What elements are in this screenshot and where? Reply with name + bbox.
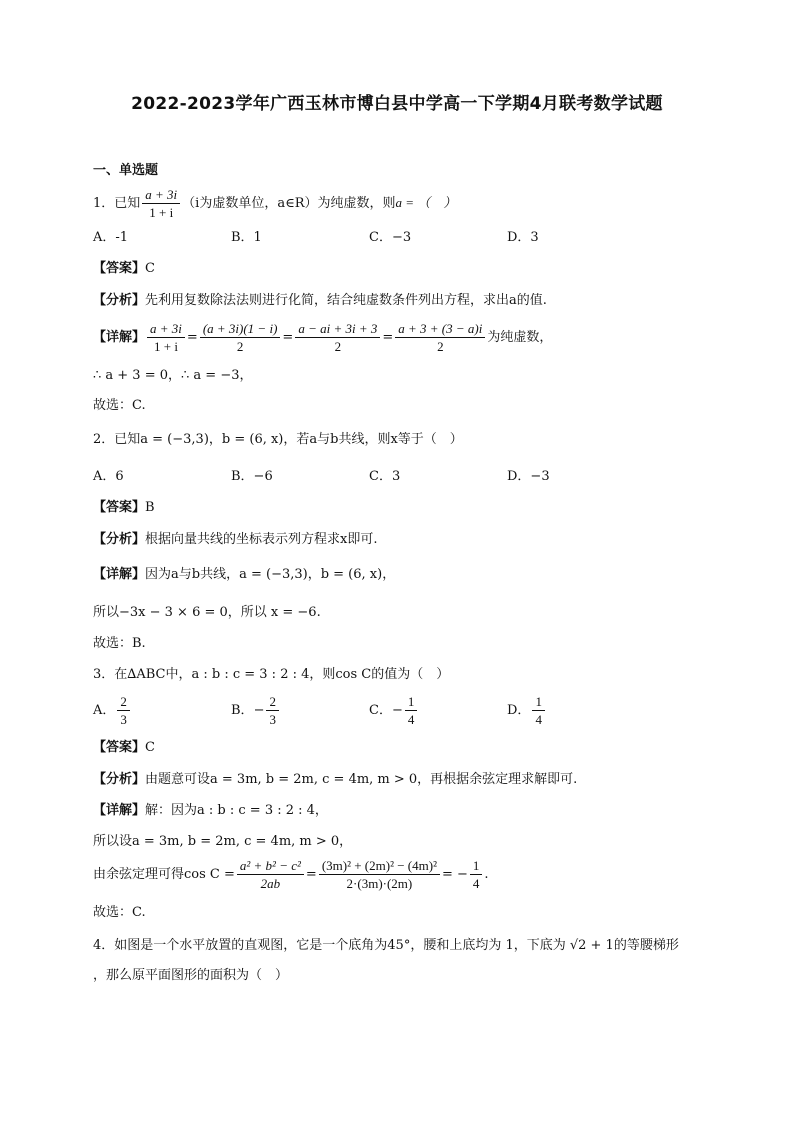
question-1-options <box>93 228 645 248</box>
q1-option-b: B．1 <box>231 230 262 245</box>
q3-analysis: 【分析】由题意可设a = 3m, b = 2m, c = 4m, m > 0，再根据余弦定理求解即可. <box>93 772 578 787</box>
q1-analysis: 【分析】先利用复数除法法则进行化简，结合纯虚数条件列出方程，求出a的值. <box>93 293 547 308</box>
q3-cosine-fraction: $\frac{\text{a² + b² − c²}}{2ab}$ <box>237 857 304 892</box>
q3-result-fraction: $\frac{1}{4}$ <box>470 857 483 892</box>
q2-option-c: C．3 <box>369 469 401 484</box>
q3-option-d: D． $\frac{1}{4}$ <box>507 692 645 730</box>
q2-detail-line2: 所以−3x − 3 × 6 = 0，所以 x = −6. <box>93 605 321 620</box>
q2-conclusion: 故选：B. <box>93 636 146 651</box>
q1-answer: 【答案】C <box>93 261 155 276</box>
q1-stem-fraction: $\frac{a + 3i}{1 + i}$ <box>142 186 180 221</box>
page-title: 2022-2023学年广西玉林市博白县中学高一下学期4月联考数学试题 <box>131 94 663 114</box>
q3-answer: 【答案】C <box>93 740 155 755</box>
q1-detail-fraction-4: $\frac{a + 3 + (3 - a)i}{2}$ <box>395 320 485 355</box>
q3-detail: 【详解】解：因为a : b : c = 3 : 2 : 4， <box>93 803 328 818</box>
q1-detail-fraction-1: $\frac{a + 3i}{1 + i}$ <box>147 320 185 355</box>
question-4-stem-line2: ，那么原平面图形的面积为（ ） <box>93 968 289 983</box>
q3-substitution-fraction: $\frac{\text{(3m)² + (2m)² − (4m)²}}{2\cdot(3m)\cdot(2m)}$ <box>319 857 440 892</box>
q2-option-d: D．−3 <box>507 469 550 484</box>
q1-detail-line2: ∴ a + 3 = 0，∴ a = −3， <box>93 368 253 383</box>
q2-option-b: B．−6 <box>231 469 273 484</box>
question-1-stem: 1．已知 $\frac{a + 3i}{1 + i}$ （i为虚数单位，a∈R）为纯虚数，则a = （ ） <box>93 187 457 220</box>
q1-option-c: C．−3 <box>369 230 412 245</box>
q2-analysis: 【分析】根据向量共线的坐标表示列方程求x即可. <box>93 532 378 547</box>
question-3-stem: 3．在∆ABC中，a : b : c = 3 : 2 : 4，则cos C的值为（ ） <box>93 667 450 682</box>
q1-detail-fraction-3: $\frac{a - ai + 3i + 3}{2}$ <box>295 320 380 355</box>
q3-option-b: B．− $\frac{2}{3}$ <box>231 692 369 730</box>
q2-option-a: A．6 <box>93 469 124 484</box>
q3-option-a: A． $\frac{2}{3}$ <box>93 692 231 730</box>
section-heading: 一、单选题 <box>93 163 159 178</box>
q1-detail: 【详解】 $\frac{a + 3i}{1 + i}$ = $\frac{(a + 3i)(1 - i)}{2}$ = $\frac{a - ai + 3i + 3}{2}$ = $\frac{a + 3 + (3 - a)i}{2}$ 为纯虚数， <box>93 321 553 354</box>
question-2-options <box>93 467 645 487</box>
q1-conclusion: 故选：C. <box>93 398 146 413</box>
q3-option-c: C．− $\frac{1}{4}$ <box>369 692 507 730</box>
question-3-options <box>93 692 645 730</box>
q2-answer: 【答案】B <box>93 500 155 515</box>
q1-option-a: A．-1 <box>93 230 129 245</box>
question-4-stem-line1: 4．如图是一个水平放置的直观图，它是一个底角为45°，腰和上底均为 1，下底为 √2 + 1的等腰梯形 <box>93 938 679 953</box>
q3-conclusion: 故选：C. <box>93 905 146 920</box>
q3-detail-line3: 由余弦定理可得cos C = $\frac{\text{a² + b² − c²}}{2ab}$ = $\frac{\text{(3m)² + (2m)² − (4m)²}}{2\cdot(3m)\cdot(2m)}$ = − $\frac{1}{4}$ . <box>93 858 489 891</box>
q1-detail-fraction-2: $\frac{(a + 3i)(1 - i)}{2}$ <box>200 320 281 355</box>
q3-detail-line2: 所以设a = 3m, b = 2m, c = 4m, m > 0， <box>93 834 353 849</box>
question-2-stem: 2．已知a = (−3,3)，b = (6, x)，若a与b共线，则x等于（ ） <box>93 432 463 447</box>
q1-option-d: D．3 <box>507 230 539 245</box>
q2-detail: 【详解】因为a与b共线，a = (−3,3)，b = (6, x)， <box>93 567 396 582</box>
